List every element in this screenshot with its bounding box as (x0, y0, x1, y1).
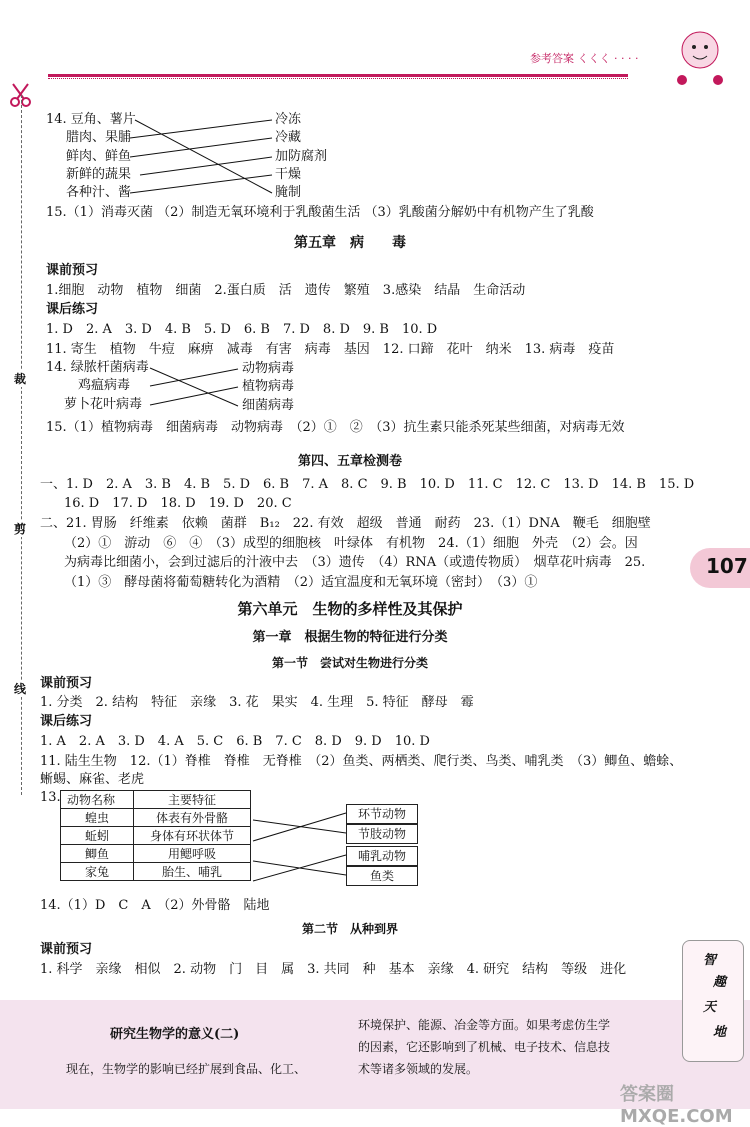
q14a-right-0: 冷冻 (275, 112, 302, 127)
test-line-6: （1）③ 酵母菌将葡萄糖转化为酒精 （2）适宜温度和无氧环境（密封） （3）① (64, 575, 538, 590)
table-cell-animal: 蚯蚓 (61, 827, 134, 845)
zhiqu-tiandi-badge (682, 940, 744, 1062)
group-box: 环节动物 (346, 804, 418, 824)
q14b-left-2: 萝卜花叶病毒 (64, 397, 143, 412)
sec1-post-label: 课后练习 (40, 714, 93, 729)
q13-label: 13. (40, 790, 61, 805)
footer-left-text: 现在，生物学的影响已经扩展到食品、化工、 (66, 1062, 307, 1076)
watermark: 答案圈 MXQE.COM (620, 1084, 733, 1127)
badge-char: 趣 (713, 975, 727, 990)
footer-right-line-1: 环境保护、能源、冶金等方面。如果考虑仿生学 (358, 1018, 611, 1032)
header-label: 参考答案 くくく · · · · (530, 52, 639, 65)
q14b-match-lines (0, 350, 300, 420)
q14b-left-1: 鸡瘟病毒 (78, 378, 131, 393)
test-line-5: 为病毒比细菌小，会到过滤后的汁液中去 （3）遗传 （4）RNA（或遗传物质） 烟草花叶病毒 25. (64, 555, 646, 570)
q14c: 14.（1）D C A （2）外骨骼 陆地 (40, 898, 270, 913)
test-line-2: 16. D 17. D 18. D 19. D 20. C (64, 496, 292, 511)
page-number: 107 (706, 554, 748, 578)
sec2-pre-label: 课前预习 (40, 942, 93, 957)
page-number-tab (690, 548, 750, 588)
ch5-pre-label: 课前预习 (46, 263, 99, 278)
sec2-pre: 1. 科学 亲缘 相似 2. 动物 门 目 属 3. 共同 种 基本 亲缘 4. 研究 结构 等级 进化 (40, 962, 627, 977)
q14b-left-0: 14. 绿脓杆菌病毒 (46, 360, 149, 375)
sec2-title: 第二节 从种到界 (301, 922, 398, 936)
q15a: 15.（1）消毒灭菌 （2）制造无氧环境利于乳酸菌生活 （3）乳酸菌分解奶中有机物产生了乳酸 (46, 205, 594, 220)
table-cell-feature: 用鳃呼吸 (134, 845, 251, 863)
badge-char: 地 (713, 1025, 727, 1040)
q14a-right-4: 腌制 (275, 185, 302, 200)
ch1-title: 第一章 根据生物的特征进行分类 (252, 630, 448, 645)
q14a-right-3: 干燥 (275, 167, 302, 182)
sec1-pre: 1. 分类 2. 结构 特征 亲缘 3. 花 果实 4. 生理 5. 特征 酵母 霉 (40, 695, 474, 710)
sec1-pre-label: 课前预习 (40, 676, 93, 691)
badge-char: 智 (703, 953, 717, 968)
table-header-feature: 主要特征 (134, 791, 251, 809)
test-line-3: 二、21. 胃肠 纤维素 依赖 菌群 B₁₂ 22. 有效 超级 普通 耐药 23.（1）DNA 鞭毛 细胞壁 (40, 516, 651, 531)
sec1-post-3: 蜥蜴、麻雀、老虎 (40, 772, 145, 787)
unit6-title: 第六单元 生物的多样性及其保护 (237, 600, 463, 618)
group-box: 哺乳动物 (346, 846, 418, 866)
badge-char: 天 (703, 1000, 717, 1015)
ch5-title: 第五章 病 毒 (294, 235, 406, 251)
footer-title: 研究生物学的意义(二) (110, 1027, 240, 1042)
table-cell-animal: 鲫鱼 (61, 845, 134, 863)
q14b-right-2: 细菌病毒 (242, 398, 295, 413)
q14a-left-1: 腊肉、果脯 (66, 130, 132, 145)
sec1-post-2: 11. 陆生生物 12.（1）脊椎 脊椎 无脊椎 （2）鱼类、两栖类、爬行类、鸟类、哺乳类 （3）鲫鱼、蟾蜍、 (40, 754, 683, 769)
ch5-post-label: 课后练习 (46, 302, 99, 317)
table-cell-feature: 体表有外骨骼 (134, 809, 251, 827)
q14a-left-3: 新鲜的蔬果 (66, 167, 132, 182)
q14a-match-lines (0, 0, 750, 220)
table-cell-animal: 家兔 (61, 863, 134, 881)
q14b-right-1: 植物病毒 (242, 379, 295, 394)
q14a-left-2: 鲜肉、鲜鱼 (66, 149, 132, 164)
q14a-right-2: 加防腐剂 (275, 149, 328, 164)
group-box: 节肢动物 (346, 824, 418, 844)
margin-char-xian: 线 (14, 682, 27, 696)
table-cell-animal: 蝗虫 (61, 809, 134, 827)
margin-char-jian: 剪 (14, 522, 27, 536)
table-cell-feature: 胎生、哺乳 (134, 863, 251, 881)
table-cell-feature: 身体有环状体节 (134, 827, 251, 845)
sec1-post-1: 1. A 2. A 3. D 4. A 5. C 6. B 7. C 8. D 9. D 10. D (40, 734, 430, 749)
ch5-pre: 1.细胞 动物 植物 细菌 2.蛋白质 活 遗传 繁殖 3.感染 结晶 生命活动 (46, 283, 526, 298)
q13-match-lines (0, 780, 400, 900)
test-line-4: （2）① 游动 ⑥ ④ （3）成型的细胞核 叶绿体 有机物 24.（1）细胞 外壳 （2）会。因 (64, 536, 638, 551)
test-line-1: 一、1. D 2. A 3. B 4. B 5. D 6. B 7. A 8. C 9. B 10. D 11. C 12. C 13. D 14. B 15. D (40, 477, 695, 492)
group-box: 鱼类 (346, 866, 418, 886)
margin-char-cai: 裁 (14, 372, 27, 386)
test-title: 第四、五章检测卷 (297, 454, 402, 469)
footer-right-line-2: 的因素，它还影响到了机械、电子技术、信息技 (358, 1040, 611, 1054)
q14a-left-0: 14. 豆角、薯片 (46, 112, 136, 127)
ch5-post-2: 11. 寄生 植物 牛痘 麻痹 减毒 有害 病毒 基因 12. 口蹄 花叶 纳米 13. 病毒 疫苗 (46, 342, 615, 357)
q14b-right-0: 动物病毒 (242, 361, 295, 376)
table-header-name: 动物名称 (61, 791, 134, 809)
q14a-left-4: 各种汁、酱 (66, 185, 132, 200)
ch5-q15: 15.（1）植物病毒 细菌病毒 动物病毒 （2）① ② （3）抗生素只能杀死某些细菌，对病毒无效 (46, 420, 625, 435)
ch5-post-1: 1. D 2. A 3. D 4. B 5. D 6. B 7. D 8. D 9. B 10. D (46, 322, 438, 337)
sec1-title: 第一节 尝试对生物进行分类 (271, 656, 428, 670)
footer-right-line-3: 术等诸多领域的发展。 (358, 1062, 479, 1076)
q14a-right-1: 冷藏 (275, 130, 302, 145)
